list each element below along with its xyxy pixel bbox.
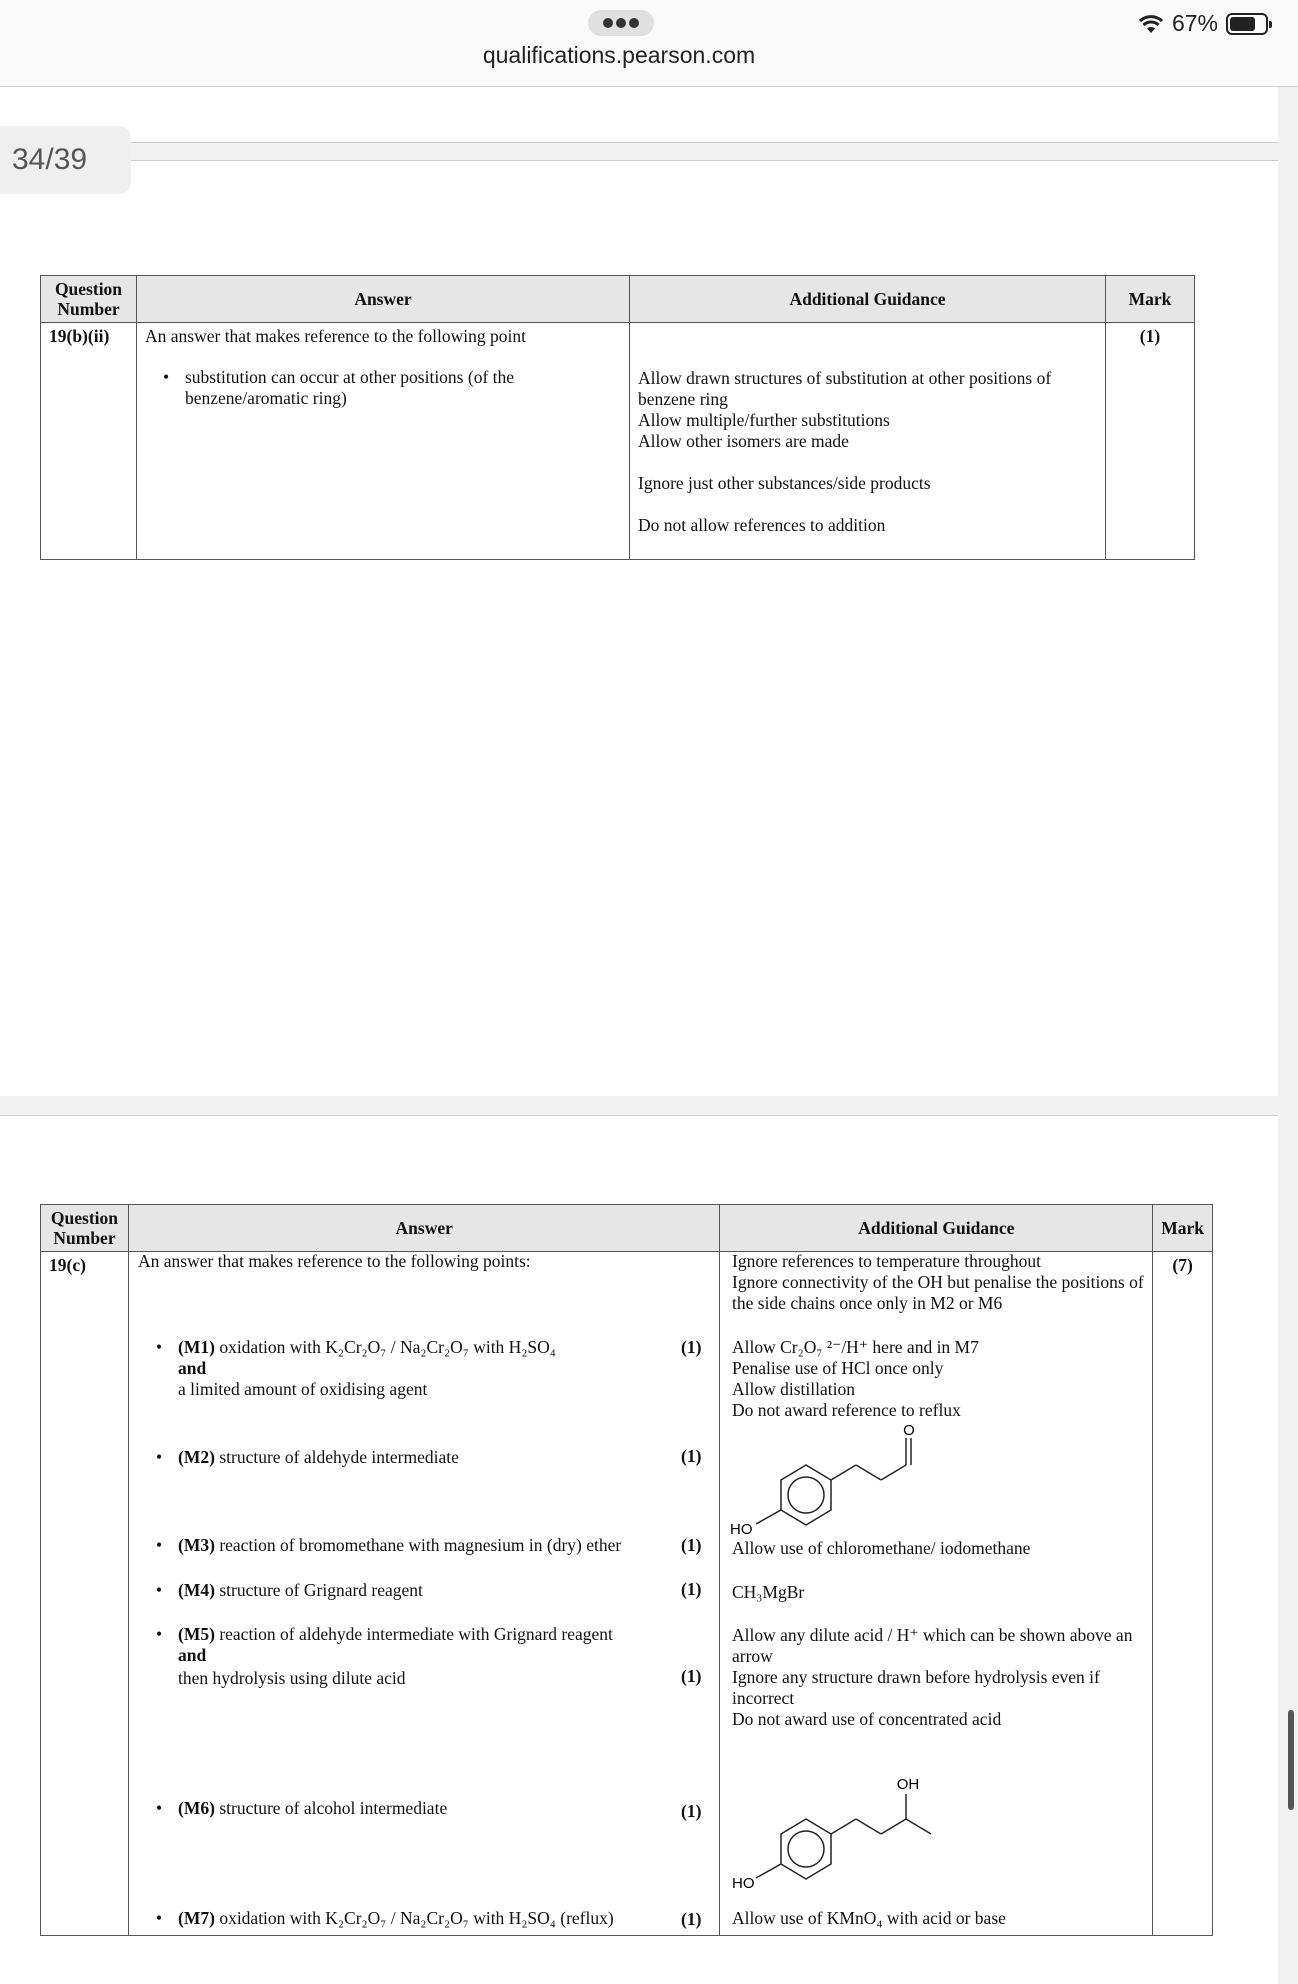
- m6-label: (M6): [178, 1798, 215, 1818]
- m6-text: structure of alcohol intermediate: [219, 1798, 448, 1818]
- guidance-line: Do not award use of concentrated acid: [732, 1709, 1002, 1729]
- m4-mark: (1): [681, 1579, 702, 1599]
- header-guidance: Additional Guidance: [720, 1205, 1153, 1252]
- guidance-line: Allow multiple/further substitutions: [638, 410, 890, 430]
- mark-scheme-table-19bii: [40, 275, 1195, 560]
- m2-label: (M2): [178, 1447, 215, 1467]
- answer-intro: An answer that makes reference to the following points:: [138, 1251, 531, 1271]
- m4-text: structure of Grignard reagent: [219, 1580, 423, 1600]
- answer-point-m4: [138, 1580, 708, 1601]
- address-bar[interactable]: qualifications.pearson.com: [482, 42, 756, 68]
- answer-cell: [137, 323, 630, 560]
- guidance-line: Allow any dilute acid / H⁺ which can be shown above an arrow: [732, 1625, 1133, 1666]
- m1-and: and: [178, 1358, 207, 1378]
- guidance-line: Ignore references to temperature throughout: [732, 1251, 1042, 1271]
- m2-text: structure of aldehyde intermediate: [219, 1447, 459, 1467]
- m4-label: (M4): [178, 1580, 215, 1600]
- m7-guidance: Allow use of KMnO₄ with acid or base: [732, 1908, 1006, 1928]
- more-options-icon[interactable]: [588, 10, 654, 36]
- scrollbar[interactable]: [1288, 1710, 1294, 1810]
- guidance-line: Do not allow references to addition: [638, 515, 886, 535]
- hydroxyl-label: HO: [732, 1875, 755, 1890]
- guidance-line: Ignore connectivity of the OH but penalise the positions of the side chains once only in M2 or M6: [732, 1272, 1144, 1313]
- m5-label: (M5): [178, 1624, 215, 1644]
- guidance-line: Penalise use of HCl once only: [732, 1358, 944, 1378]
- pdf-page-top-fragment: [0, 87, 1278, 143]
- guidance-line: Allow drawn structures of substitution at other positions of benzene ring: [638, 368, 1052, 409]
- header-question-number: Question Number: [41, 1205, 129, 1252]
- m1-mark: (1): [681, 1337, 702, 1357]
- page-indicator: 34/39: [0, 126, 131, 194]
- m7-label: (M7): [178, 1908, 215, 1928]
- answer-point-m2: [138, 1447, 708, 1468]
- guidance-line: Ignore just other substances/side products: [638, 473, 931, 493]
- mark-value: (7): [1153, 1252, 1213, 1936]
- m3-mark: (1): [681, 1535, 702, 1555]
- m5-and: and: [178, 1645, 207, 1665]
- guidance-line: Allow distillation: [732, 1379, 855, 1399]
- aldehyde-structure: [728, 1424, 928, 1536]
- header-question-number: Question Number: [41, 276, 137, 323]
- m3-text: reaction of bromomethane with magnesium in (dry) ether: [219, 1535, 622, 1555]
- question-number: 19(c): [41, 1252, 129, 1936]
- hydroxyl-top-label: OH: [896, 1776, 920, 1793]
- oxygen-label: O: [903, 1424, 915, 1439]
- browser-toolbar: [0, 0, 1298, 87]
- header-answer: Answer: [137, 276, 630, 323]
- guidance-line: Allow other isomers are made: [638, 431, 849, 451]
- general-guidance: [732, 1251, 1152, 1314]
- answer-point: • substitution can occur at other positions (of the benzene/aromatic ring): [145, 367, 525, 409]
- m5-text-b: then hydrolysis using dilute acid: [178, 1668, 406, 1688]
- alcohol-structure: [728, 1772, 968, 1890]
- m1-guidance: [732, 1337, 1152, 1421]
- header-mark: Mark: [1106, 276, 1195, 323]
- m5-text: reaction of aldehyde intermediate with Grignard reagent: [219, 1624, 613, 1644]
- hydroxyl-label: HO: [730, 1521, 753, 1536]
- m7-text: oxidation with K₂Cr₂O₇ / Na₂Cr₂O₇ with H₂SO₄ (reflux): [219, 1908, 614, 1928]
- status-bar: [1138, 10, 1268, 37]
- m7-mark: (1): [681, 1909, 702, 1929]
- header-mark: Mark: [1153, 1205, 1213, 1252]
- header-answer: Answer: [128, 1205, 720, 1252]
- header-guidance: Additional Guidance: [630, 276, 1106, 323]
- answer-point-m5: [138, 1624, 708, 1689]
- m4-guidance: CH₃MgBr: [732, 1582, 805, 1602]
- guidance-line: Ignore any structure drawn before hydrolysis even if incorrect: [732, 1667, 1100, 1708]
- battery-percentage: 67%: [1171, 10, 1218, 36]
- answer-point-m6: [138, 1798, 708, 1819]
- m1-label: (M1): [178, 1337, 215, 1357]
- question-number: 19(b)(ii): [41, 323, 137, 560]
- m2-mark: (1): [681, 1446, 702, 1466]
- m5-guidance: [732, 1625, 1147, 1730]
- guidance-cell: [630, 323, 1106, 560]
- wifi-icon: [1138, 14, 1164, 34]
- guidance-line: Allow Cr₂O₇ ²⁻/H⁺ here and in M7: [732, 1337, 979, 1357]
- battery-icon: [1226, 13, 1268, 35]
- m1-text-b: a limited amount of oxidising agent: [178, 1379, 428, 1399]
- m3-label: (M3): [178, 1535, 215, 1555]
- m1-text: oxidation with K₂Cr₂O₇ / Na₂Cr₂O₇ with H₂SO₄: [219, 1337, 556, 1357]
- answer-point-m3: [138, 1535, 738, 1556]
- guidance-line: Do not award reference to reflux: [732, 1400, 961, 1420]
- m5-mark: (1): [681, 1666, 702, 1686]
- m3-guidance: Allow use of chloromethane/ iodomethane: [732, 1538, 1031, 1558]
- answer-intro: An answer that makes reference to the following point: [145, 326, 526, 346]
- m6-mark: (1): [681, 1801, 702, 1821]
- answer-point-m7: [138, 1908, 738, 1929]
- answer-point-m1: [138, 1337, 708, 1400]
- mark-value: (1): [1106, 323, 1195, 560]
